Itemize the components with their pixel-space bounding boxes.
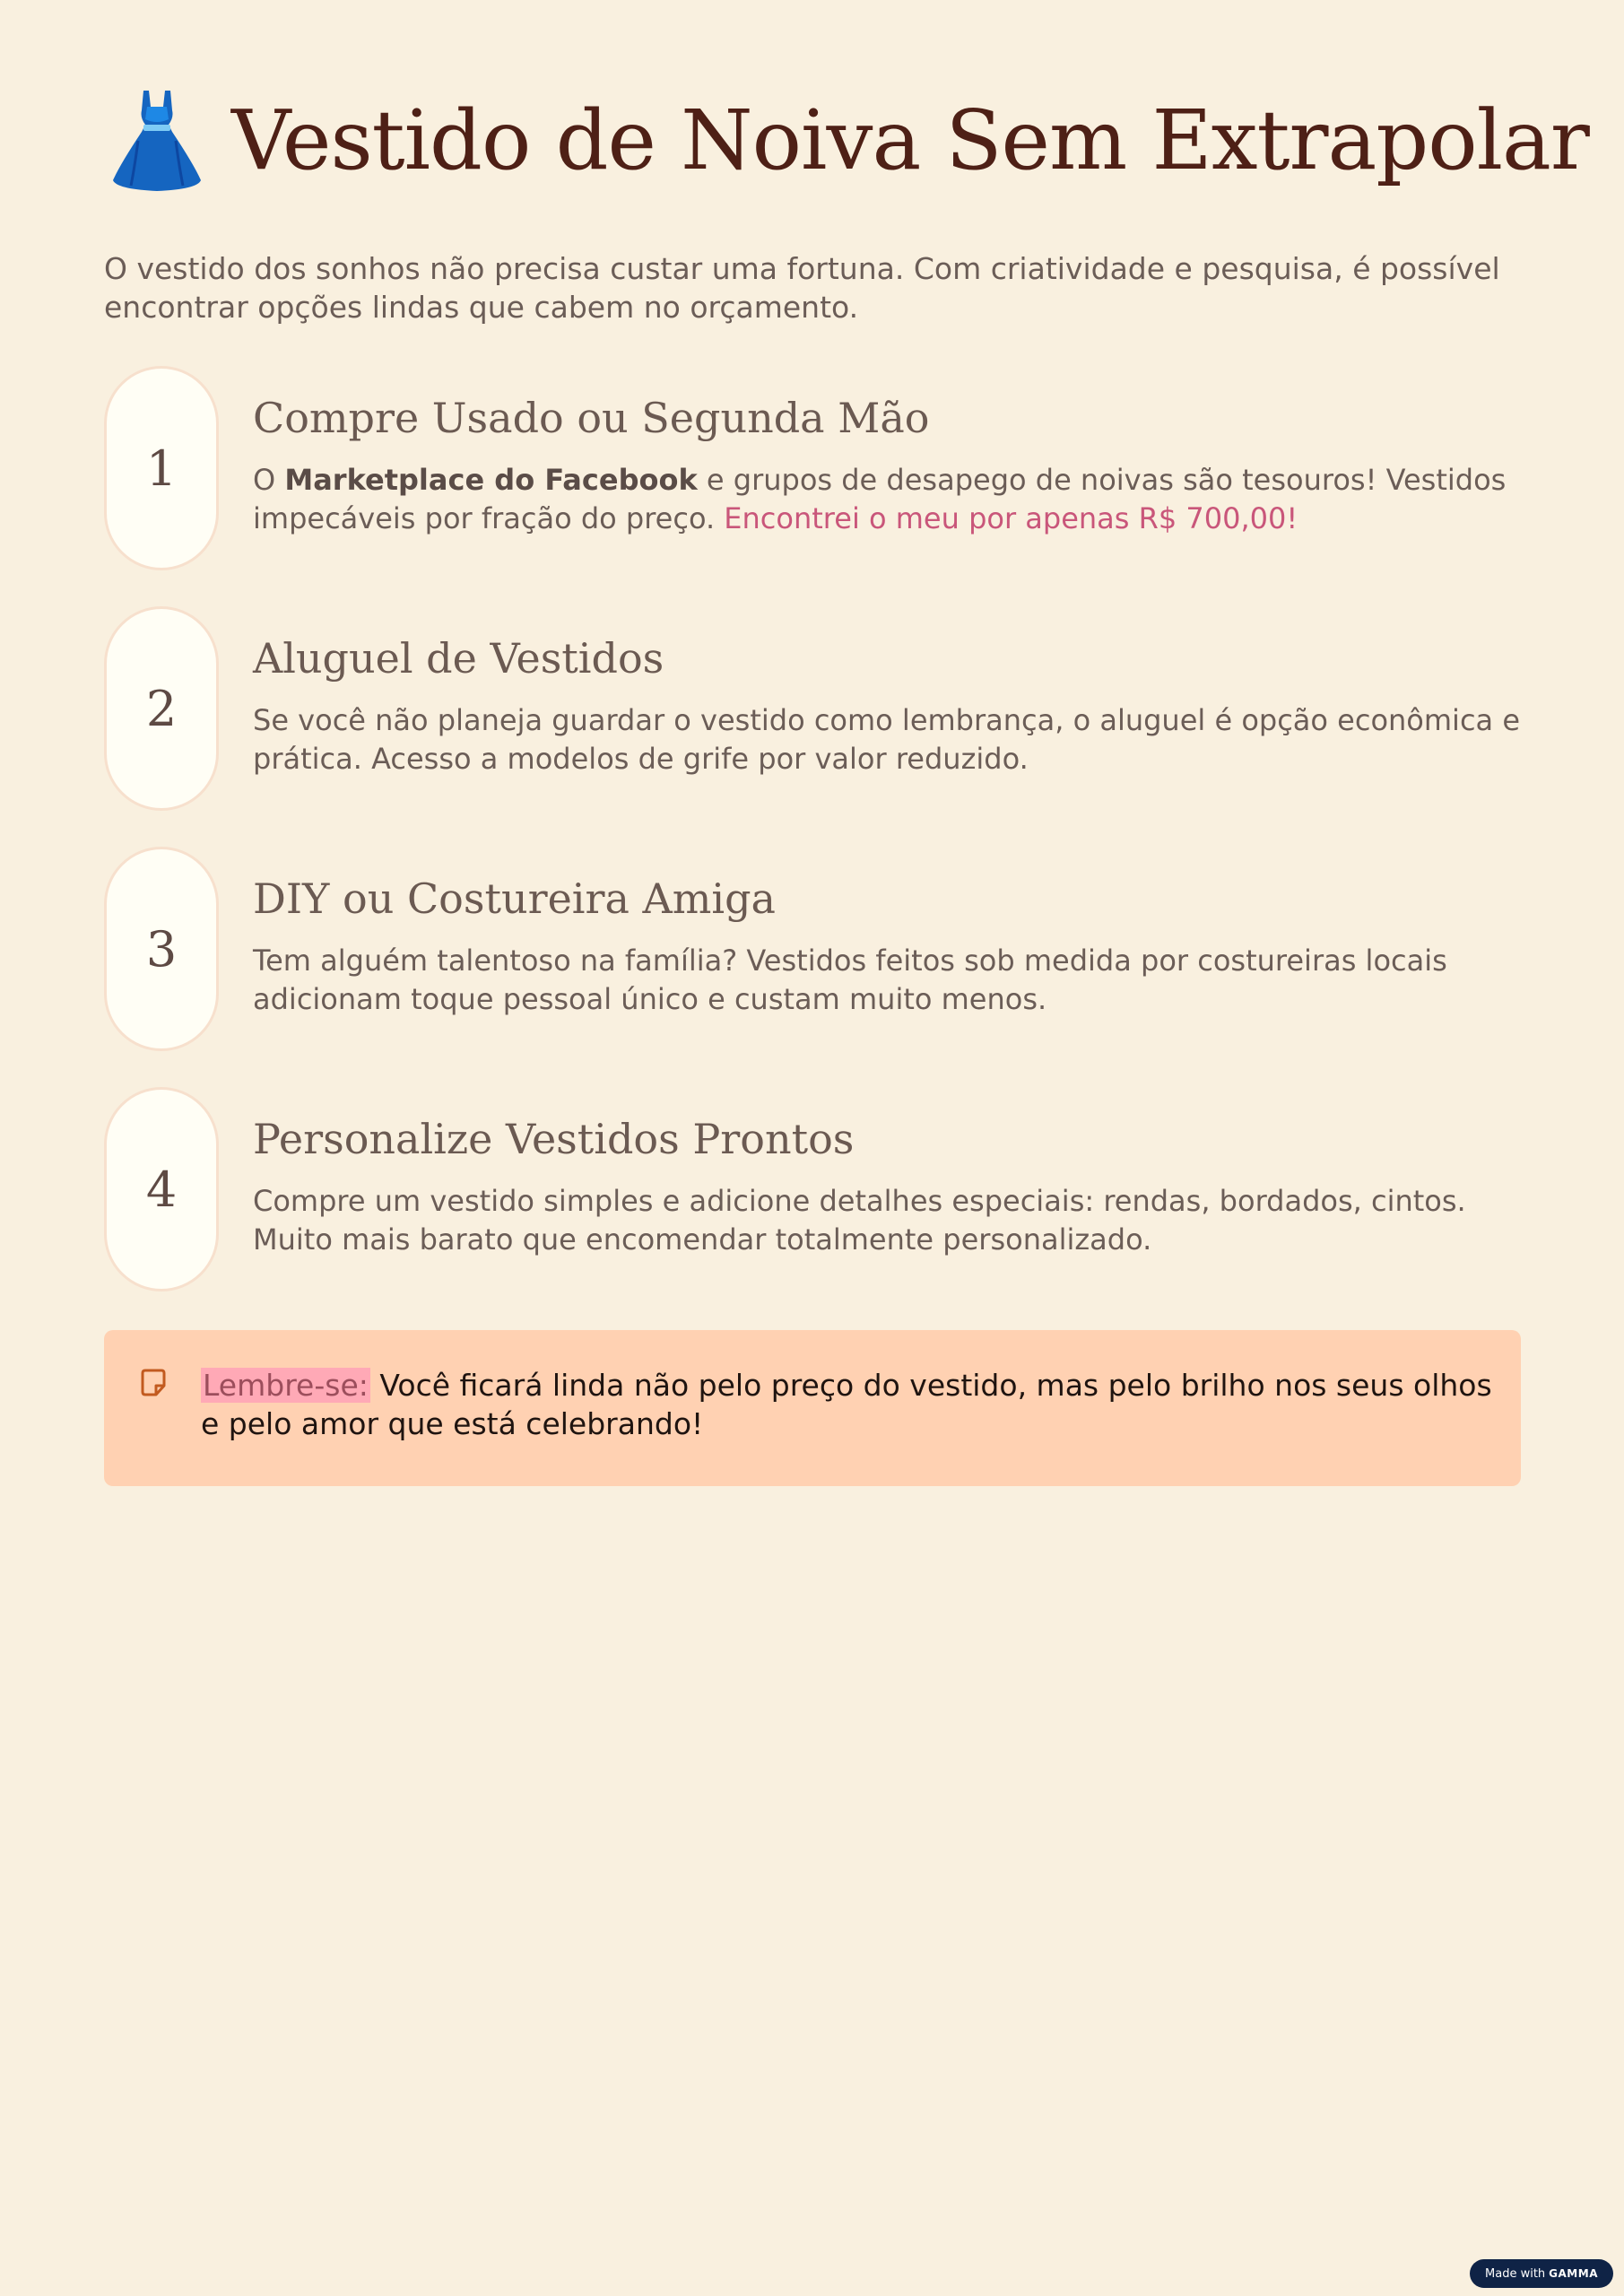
step-body: Tem alguém talentoso na família? Vestidos feitos sob medida por costureiras locais adicionam toque pessoal único e custam muito menos. [253,944,1447,1016]
step-number: 4 [104,1087,219,1292]
step-number: 1 [104,366,219,570]
step-body-bold: Marketplace do Facebook [284,463,698,497]
step-item [104,847,1539,1058]
page-title: Vestido de Noiva Sem Extrapolar [231,92,1589,188]
badge-prefix: Made with [1485,2266,1546,2281]
step-title: Aluguel de Vestidos [253,634,664,683]
step-body [253,461,1535,538]
callout-text [201,1366,1492,1443]
dress-icon [108,87,206,195]
step-title: Personalize Vestidos Prontos [253,1115,855,1163]
note-icon [138,1368,169,1398]
step-item [104,1087,1539,1299]
callout-label: Lembre-se: [203,1368,369,1403]
step-body-highlight: Encontrei o meu por apenas R$ 700,00! [724,501,1298,535]
badge-brand: GAMMA [1549,2267,1598,2280]
step-number: 3 [104,847,219,1051]
intro-paragraph: O vestido dos sonhos não precisa custar uma fortuna. Com criatividade e pesquisa, é possível encontrar opções lindas que cabem no orçamento. [104,251,1500,325]
step-item [104,366,1539,578]
step-body: Compre um vestido simples e adicione detalhes especiais: rendas, bordados, cintos. Muito mais barato que encomendar totalmente personalizado. [253,1184,1466,1257]
title-row [108,83,1589,199]
step-item [104,606,1539,818]
step-body: Se você não planeja guardar o vestido como lembrança, o aluguel é opção econômica e prática. Acesso a modelos de grife por valor reduzido. [253,703,1520,776]
step-title: DIY ou Costureira Amiga [253,874,776,923]
step-body-prefix: O [253,463,285,497]
step-body-middle: e grupos de desapego de noivas são tesouros! Vestidos impecáveis por fração do preço. [253,463,1507,535]
reminder-callout [104,1330,1521,1486]
step-number: 2 [104,606,219,811]
callout-message: Você ficará linda não pelo preço do vestido, mas pelo brilho nos seus olhos e pelo amor que está celebrando! [201,1368,1492,1441]
step-title: Compre Usado ou Segunda Mão [253,394,930,442]
made-with-gamma-badge[interactable] [1470,2259,1613,2288]
